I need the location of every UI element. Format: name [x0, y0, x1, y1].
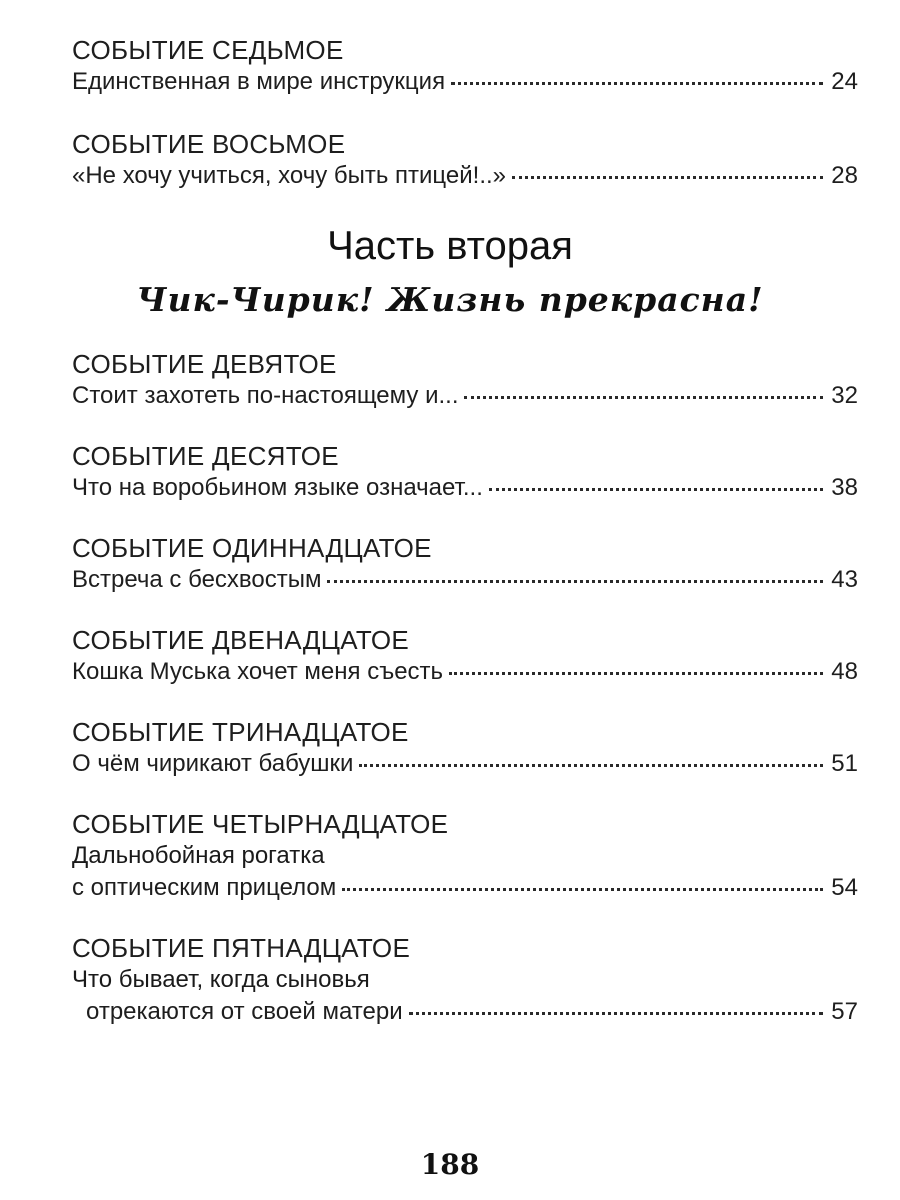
dot-leader [449, 672, 823, 675]
page-number: 188 [420, 1148, 480, 1181]
toc-entry-9 [72, 348, 858, 412]
table-of-contents [72, 34, 858, 1056]
chapter-title: Единственная в мире инструкция [72, 68, 446, 95]
event-label: СОБЫТИЕ СЕДЬМОЕ [72, 35, 344, 65]
page-ref: 57 [831, 998, 858, 1025]
part-heading: Часть вторая [327, 224, 573, 268]
event-label: СОБЫТИЕ ДЕСЯТОЕ [72, 441, 339, 471]
page-ref: 28 [831, 162, 858, 189]
toc-line[interactable] [72, 472, 858, 504]
dot-leader [359, 764, 823, 767]
event-label: СОБЫТИЕ ЧЕТЫРНАДЦАТОЕ [72, 809, 449, 839]
chapter-title-line-1: Дальнобойная рогатка [72, 842, 325, 869]
page-ref: 43 [831, 566, 858, 593]
page-ref: 54 [831, 874, 858, 901]
toc-line[interactable] [72, 996, 858, 1028]
chapter-title-line-1: Что бывает, когда сыновья [72, 966, 370, 993]
chapter-title: «Не хочу учиться, хочу быть птицей!..» [72, 162, 507, 189]
page-ref: 24 [831, 68, 858, 95]
toc-line[interactable] [72, 380, 858, 412]
dot-leader [489, 488, 823, 491]
toc-line[interactable] [72, 872, 858, 904]
toc-entry-14 [72, 808, 858, 904]
toc-entry-8 [72, 128, 858, 192]
part-subtitle: Чик-Чирик! Жизнь прекрасна! [136, 280, 764, 319]
chapter-title-line-2: отрекаются от своей матери [86, 998, 403, 1025]
toc-entry-12 [72, 624, 858, 688]
event-label: СОБЫТИЕ ТРИНАДЦАТОЕ [72, 717, 409, 747]
chapter-title-line-2: с оптическим прицелом [72, 874, 337, 901]
toc-line[interactable] [72, 656, 858, 688]
dot-leader [451, 82, 823, 85]
page-ref: 48 [831, 658, 858, 685]
toc-line[interactable] [72, 66, 858, 98]
dot-leader [327, 580, 823, 583]
event-label: СОБЫТИЕ ПЯТНАДЦАТОЕ [72, 933, 411, 963]
page-ref: 38 [831, 474, 858, 501]
chapter-title: Кошка Муська хочет меня съесть [72, 658, 444, 685]
chapter-title: Что на воробьином языке означает... [72, 474, 483, 501]
chapter-title: О чём чирикают бабушки [72, 750, 354, 777]
toc-line[interactable] [72, 748, 858, 780]
toc-entry-10 [72, 440, 858, 504]
toc-entry-7 [72, 34, 858, 98]
page-ref: 51 [831, 750, 858, 777]
chapter-title: Встреча с бесхвостым [72, 566, 322, 593]
dot-leader [342, 888, 823, 891]
toc-entry-13 [72, 716, 858, 780]
dot-leader [464, 396, 823, 399]
toc-line[interactable] [72, 564, 858, 596]
toc-line[interactable] [72, 160, 858, 192]
dot-leader [409, 1012, 824, 1015]
event-label: СОБЫТИЕ ВОСЬМОЕ [72, 129, 346, 159]
toc-entry-15 [72, 932, 858, 1028]
event-label: СОБЫТИЕ ДВЕНАДЦАТОЕ [72, 625, 410, 655]
page-ref: 32 [831, 382, 858, 409]
chapter-title: Стоит захотеть по-настоящему и... [72, 382, 459, 409]
toc-entry-11 [72, 532, 858, 596]
dot-leader [512, 176, 823, 179]
event-label: СОБЫТИЕ ДЕВЯТОЕ [72, 349, 337, 379]
event-label: СОБЫТИЕ ОДИННАДЦАТОЕ [72, 533, 432, 563]
